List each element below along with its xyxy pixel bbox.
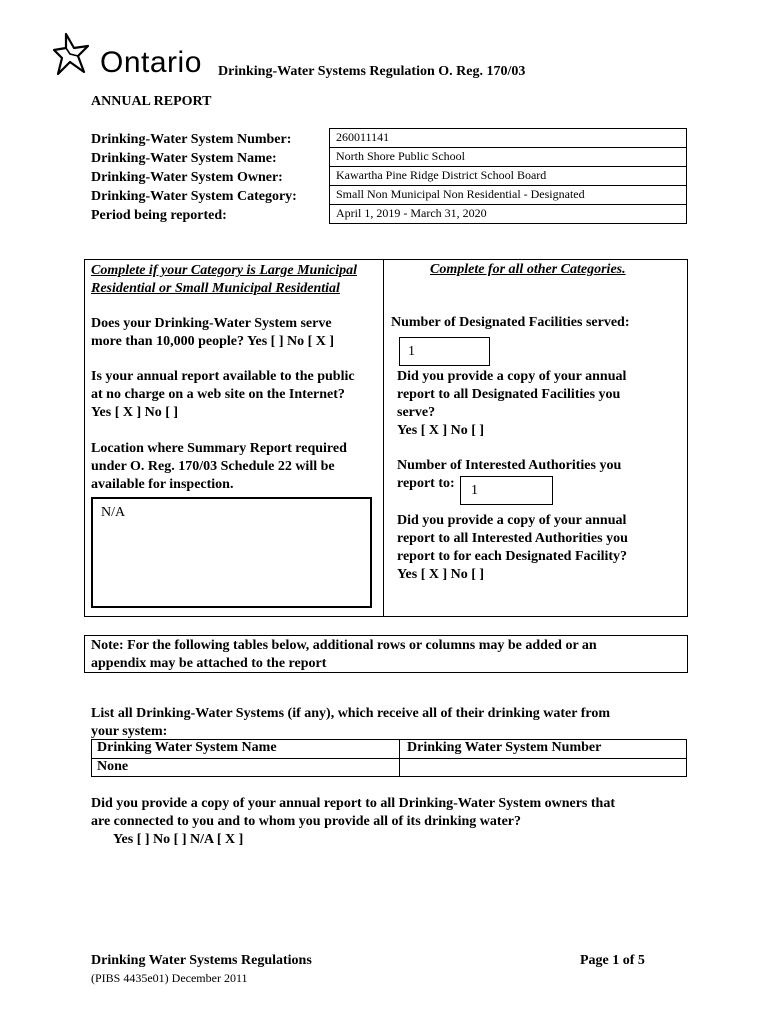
- regulation-title: Drinking-Water Systems Regulation O. Reg. 170/03: [218, 64, 526, 79]
- website-question-line1: Is your annual report available to the public: [91, 369, 355, 384]
- population-question-line2[interactable]: more than 10,000 people? Yes [ ] No [ X ]: [91, 334, 335, 349]
- facilities-copy-answer[interactable]: Yes [ X ] No [ ]: [397, 423, 485, 438]
- label-period: Period being reported:: [91, 208, 227, 223]
- label-system-name: Drinking-Water System Name:: [91, 151, 277, 166]
- right-panel-heading: Complete for all other Categories.: [430, 262, 626, 277]
- facilities-copy-question: [397, 368, 626, 440]
- authorities-copy-question: [397, 512, 628, 584]
- systems-table: [91, 739, 687, 777]
- label-system-number: Drinking-Water System Number:: [91, 132, 292, 147]
- owners-question: [91, 795, 615, 849]
- trillium-icon: [52, 30, 102, 80]
- systems-intro-line2: your system:: [91, 724, 168, 739]
- location-question-line2: under O. Reg. 170/03 Schedule 22 will be: [91, 459, 335, 474]
- table-row-system-name[interactable]: None: [97, 759, 129, 774]
- facilities-copy-line2: report to all Designated Facilities you: [397, 387, 621, 402]
- location-field[interactable]: N/A: [91, 497, 372, 608]
- system-info-labels: [91, 130, 297, 225]
- authorities-copy-answer[interactable]: Yes [ X ] No [ ]: [397, 567, 485, 582]
- authorities-question-line1: Number of Interested Authorities you: [397, 458, 622, 473]
- report-title: ANNUAL REPORT: [91, 94, 212, 109]
- page-number: Page 1 of 5: [580, 953, 645, 968]
- location-question: [91, 440, 347, 494]
- website-question: [91, 368, 355, 422]
- location-question-line1: Location where Summary Report required: [91, 441, 347, 456]
- authorities-copy-line3: report to for each Designated Facility?: [397, 549, 628, 564]
- owners-question-line2: are connected to you and to whom you provide all of its drinking water?: [91, 814, 521, 829]
- facilities-copy-line3: serve?: [397, 405, 436, 420]
- left-panel-heading: [91, 262, 357, 298]
- value-system-category[interactable]: Small Non Municipal Non Residential - Designated: [329, 185, 687, 204]
- note-line2: appendix may be attached to the report: [91, 656, 327, 671]
- authorities-count-field[interactable]: 1: [460, 476, 553, 505]
- designated-facilities-field[interactable]: 1: [399, 337, 490, 366]
- website-question-line2: at no charge on a web site on the Internet?: [91, 387, 345, 402]
- ontario-logo: [52, 30, 212, 82]
- systems-table-col-line: [399, 739, 400, 777]
- owners-question-line1: Did you provide a copy of your annual report to all Drinking-Water System owners that: [91, 796, 615, 811]
- footer-title: Drinking Water Systems Regulations: [91, 953, 312, 968]
- website-question-answer[interactable]: Yes [ X ] No [ ]: [91, 405, 179, 420]
- left-heading-line2: Residential or Small Municipal Residential: [91, 281, 340, 296]
- authorities-copy-line2: report to all Interested Authorities you: [397, 531, 628, 546]
- systems-list-intro: [91, 705, 610, 741]
- label-system-owner: Drinking-Water System Owner:: [91, 170, 283, 185]
- facilities-copy-line1: Did you provide a copy of your annual: [397, 369, 627, 384]
- authorities-question-line2: report to:: [397, 476, 455, 491]
- designated-facilities-label: Number of Designated Facilities served:: [391, 315, 630, 330]
- left-heading-line1: Complete if your Category is Large Municipal: [91, 263, 357, 278]
- value-system-name[interactable]: North Shore Public School: [329, 147, 687, 166]
- tables-note: [84, 635, 688, 673]
- systems-intro-line1: List all Drinking-Water Systems (if any), which receive all of their drinking water from: [91, 706, 611, 721]
- value-system-owner[interactable]: Kawartha Pine Ridge District School Board: [329, 166, 687, 185]
- population-question: [91, 315, 334, 351]
- panel-divider: [383, 259, 384, 617]
- column-header-system-number: Drinking Water System Number: [407, 740, 602, 755]
- location-question-line3: available for inspection.: [91, 477, 234, 492]
- value-period[interactable]: April 1, 2019 - March 31, 2020: [329, 204, 687, 224]
- population-question-line1: Does your Drinking-Water System serve: [91, 316, 332, 331]
- systems-table-row-line: [91, 758, 687, 759]
- authorities-copy-line1: Did you provide a copy of your annual: [397, 513, 627, 528]
- column-header-system-name: Drinking Water System Name: [97, 740, 277, 755]
- note-line1: Note: For the following tables below, additional rows or columns may be added or an: [91, 638, 597, 653]
- footer-code: (PIBS 4435e01) December 2011: [91, 971, 248, 985]
- ontario-wordmark: Ontario: [100, 46, 202, 79]
- value-system-number[interactable]: 260011141: [329, 128, 687, 147]
- owners-question-answer[interactable]: Yes [ ] No [ ] N/A [ X ]: [113, 832, 244, 847]
- label-system-category: Drinking-Water System Category:: [91, 189, 297, 204]
